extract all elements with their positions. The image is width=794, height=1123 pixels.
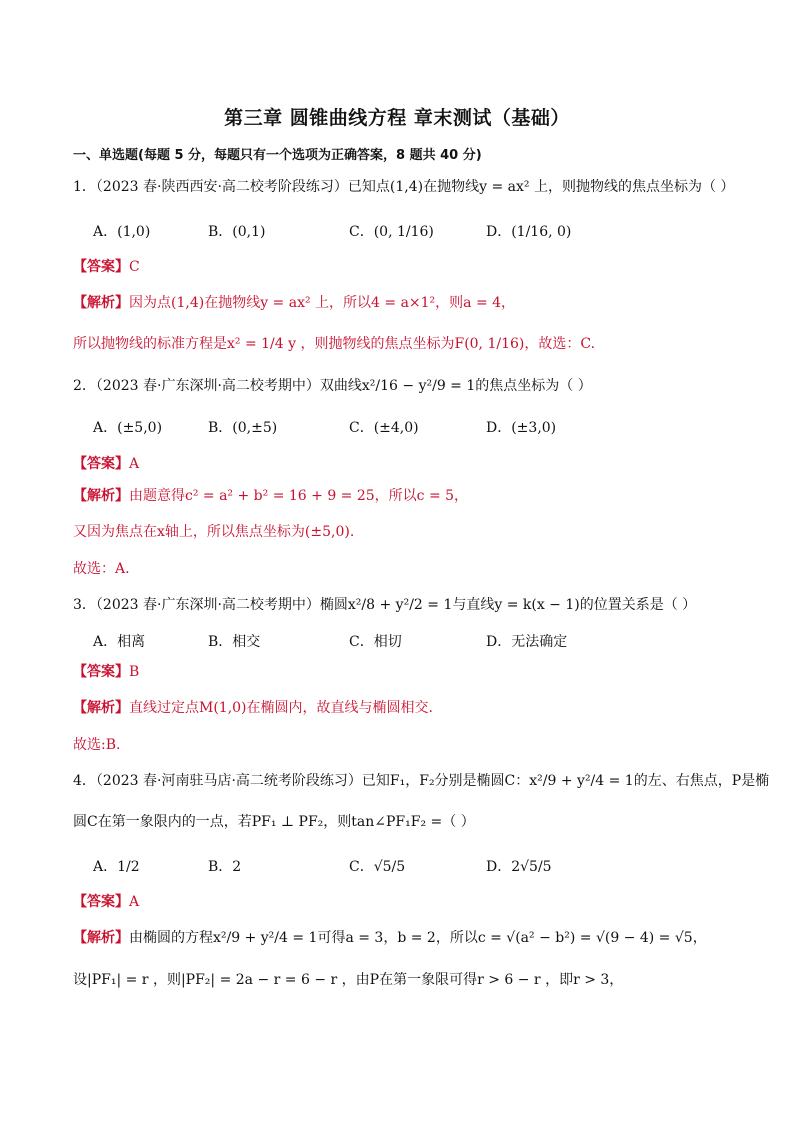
option-c: C．相切 xyxy=(349,634,402,650)
option-c: C．√5/5 xyxy=(349,859,406,875)
option-b: B．(0,1) xyxy=(208,224,266,240)
option-d: D．(1/16, 0) xyxy=(486,224,572,240)
question-3-stem: 3．（2023 春·广东深圳·高二校考期中）椭圆x²/8 + y²/2 = 1与直线y = k(x − 1)的位置关系是（ ） xyxy=(73,597,697,613)
option-b: B．(0,±5) xyxy=(208,420,278,436)
option-a: A．(1,0) xyxy=(93,224,151,240)
question-2-stem: 2．（2023 春·广东深圳·高二校考期中）双曲线x²/16 − y²/9 = 1的焦点坐标为（ ） xyxy=(73,378,592,394)
question-2-answer: 【答案】A xyxy=(73,456,140,472)
question-3-analysis-line-2: 故选:B. xyxy=(73,737,121,753)
question-1-analysis-line-1: 【解析】因为点(1,4)在抛物线y = ax² 上，所以4 = a×1²，则a = 4， xyxy=(73,295,516,311)
question-3-answer: 【答案】B xyxy=(73,664,140,680)
question-2-analysis-line-3: 故选：A. xyxy=(73,561,130,577)
question-3-options xyxy=(93,621,733,661)
question-1-options xyxy=(93,211,733,251)
question-1-answer: 【答案】C xyxy=(73,259,140,275)
question-4-answer: 【答案】A xyxy=(73,894,140,910)
question-4-analysis-line-1: 【解析】由椭圆的方程x²/9 + y²/4 = 1可得a = 3，b = 2，所以c = √(a² − b²) = √(9 − 4) = √5， xyxy=(73,930,707,946)
section-header: 一、单选题(每题 5 分，每题只有一个选项为正确答案，8 题共 40 分) xyxy=(73,148,482,163)
question-2-analysis-line-2: 又因为焦点在x轴上，所以焦点坐标为(±5,0). xyxy=(73,524,355,540)
option-d: D．无法确定 xyxy=(486,634,568,650)
option-b: B．2 xyxy=(208,859,242,875)
question-4-stem-line-2: 圆C在第一象限内的一点，若PF₁ ⊥ PF₂，则tan∠PF₁F₂ =（ ） xyxy=(73,814,475,830)
question-1-analysis-line-2: 所以抛物线的标准方程是x² = 1/4 y ，则抛物线的焦点坐标为F(0, 1/16)，故选：C. xyxy=(73,336,596,352)
option-c: C．(0, 1/16) xyxy=(349,224,434,240)
option-a: A．1/2 xyxy=(93,859,140,875)
option-b: B．相交 xyxy=(208,634,261,650)
question-2-options xyxy=(93,407,733,447)
page-title: 第三章 圆锥曲线方程 章末测试（基础） xyxy=(224,107,570,129)
question-2-analysis-line-1: 【解析】由题意得c² = a² + b² = 16 + 9 = 25，所以c = 5， xyxy=(73,488,469,504)
option-a: A．相离 xyxy=(93,634,146,650)
question-4-analysis-line-2: 设|PF₁| = r ，则|PF₂| = 2a − r = 6 − r ，由P在第一象限可得r > 6 − r ，即r > 3， xyxy=(73,972,624,988)
option-c: C．(±4,0) xyxy=(349,420,419,436)
option-d: D．2√5/5 xyxy=(486,859,552,875)
question-3-analysis-line-1: 【解析】直线过定点M(1,0)在椭圆内，故直线与椭圆相交. xyxy=(73,700,433,716)
question-1-stem: 1．（2023 春·陕西西安·高二校考阶段练习）已知点(1,4)在抛物线y = ax² 上，则抛物线的焦点坐标为（ ） xyxy=(73,179,735,195)
question-4-options xyxy=(93,846,733,886)
option-a: A．(±5,0) xyxy=(93,420,163,436)
option-d: D．(±3,0) xyxy=(486,420,557,436)
question-4-stem: 4．（2023 春·河南驻马店·高二统考阶段练习）已知F₁，F₂分别是椭圆C：x²/9 + y²/4 = 1的左、右焦点，P是椭 xyxy=(73,773,770,789)
